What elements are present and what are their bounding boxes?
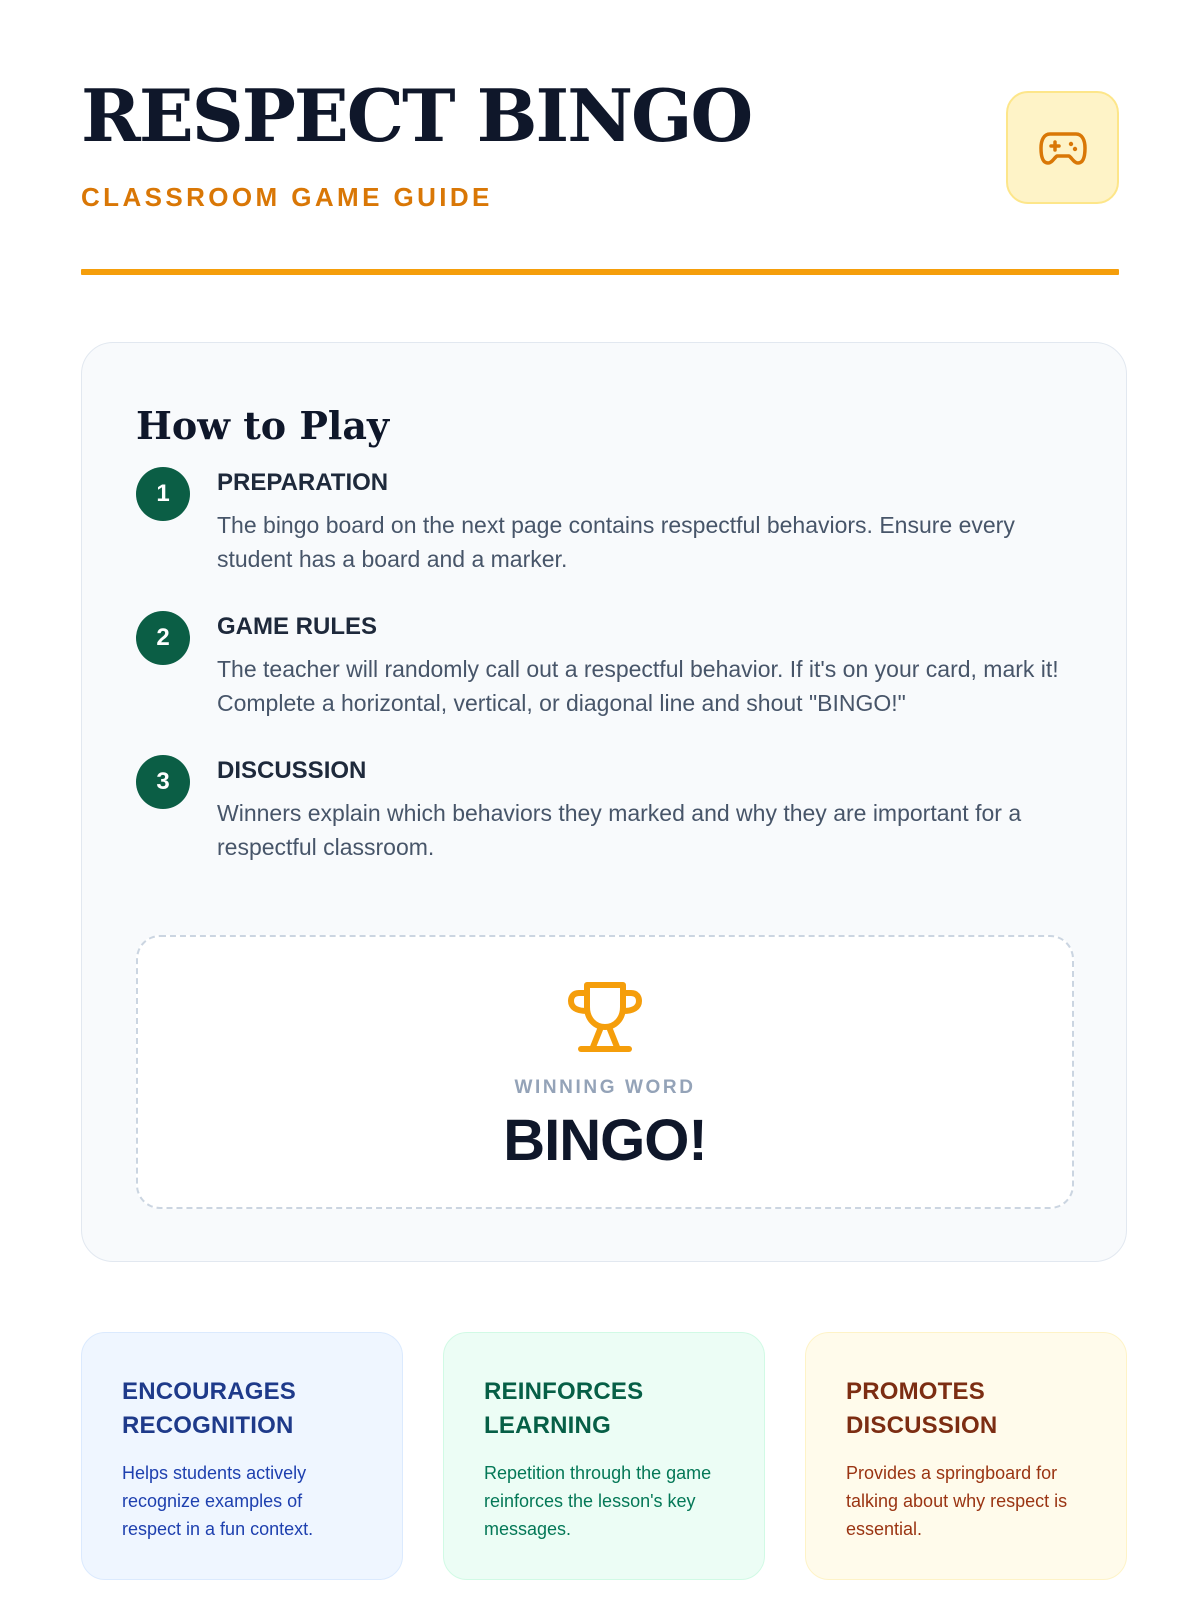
how-to-play-heading: How to Play — [136, 403, 390, 448]
feature-card-recognition — [81, 1332, 403, 1580]
step-description: The teacher will randomly call out a respectful behavior. If it's on your card, mark it! Complete a horizontal, vertical, or diagonal line and shout "BINGO!" — [217, 656, 1059, 716]
step-title: GAME RULES — [217, 613, 378, 640]
step-number-badge: 3 — [136, 755, 190, 809]
step-number-badge: 1 — [136, 467, 190, 521]
page-subtitle: CLASSROOM GAME GUIDE — [81, 182, 493, 212]
winning-word-label: WINNING WORD — [514, 1077, 696, 1098]
how-to-play-card — [81, 342, 1127, 1262]
feature-title: ENCOURAGES RECOGNITION — [122, 1378, 297, 1439]
feature-card-learning — [443, 1332, 765, 1580]
feature-text: Provides a springboard for talking about why respect is essential. — [846, 1463, 1068, 1539]
header — [81, 0, 1119, 277]
feature-text: Helps students actively recognize examples of respect in a fun context. — [122, 1463, 314, 1539]
feature-card-discussion — [805, 1332, 1127, 1580]
step-title: DISCUSSION — [217, 757, 367, 784]
step-description: The bingo board on the next page contains respectful behaviors. Ensure every student has a board and a marker. — [217, 512, 1015, 572]
step-number-badge: 2 — [136, 611, 190, 665]
winning-word-box — [136, 935, 1074, 1209]
feature-text: Repetition through the game reinforces the lesson's key messages. — [484, 1463, 712, 1539]
feature-title: REINFORCES LEARNING — [484, 1378, 644, 1439]
feature-title: PROMOTES DISCUSSION — [846, 1378, 998, 1439]
feature-cards — [81, 1332, 1127, 1580]
page-title: RESPECT BINGO — [81, 73, 752, 158]
gamepad-badge — [1006, 91, 1119, 204]
header-divider — [81, 269, 1119, 275]
step-description: Winners explain which behaviors they marked and why they are important for a respectful classroom. — [217, 800, 1022, 860]
gamepad-icon — [1038, 128, 1088, 168]
trophy-icon — [567, 981, 643, 1055]
step-title: PREPARATION — [217, 469, 389, 496]
winning-word: BINGO! — [503, 1108, 707, 1173]
